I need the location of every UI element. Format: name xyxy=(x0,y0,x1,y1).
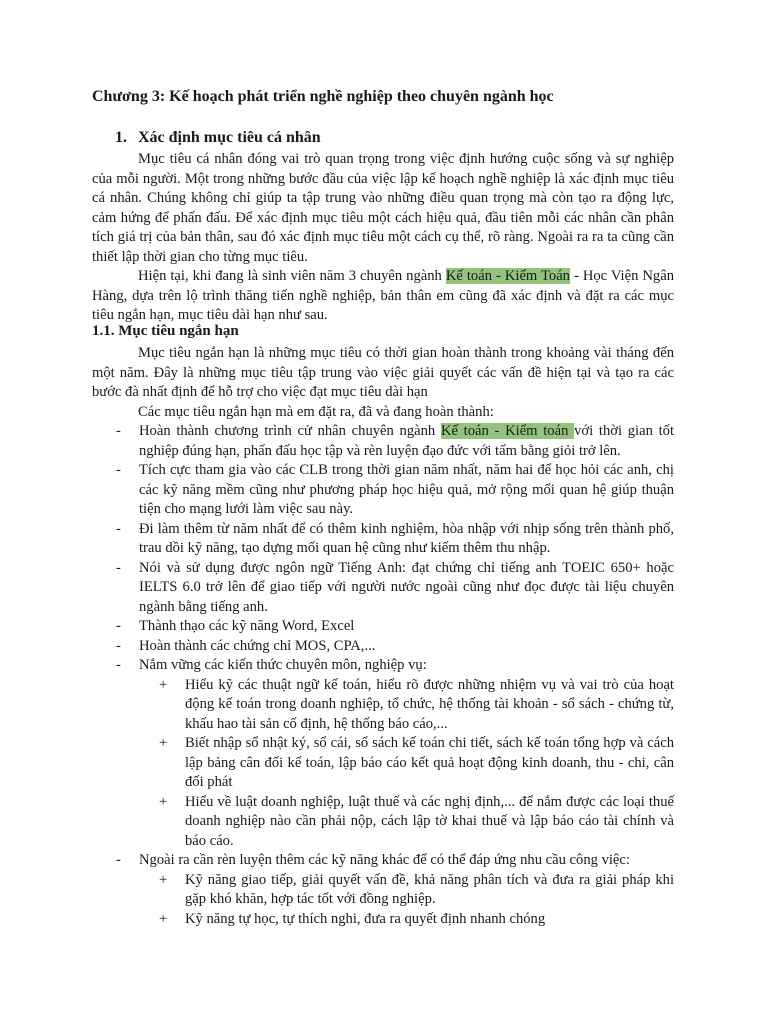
sub-list-item-text: Hiểu về luật doanh nghiệp, luật thuế và các nghị định,... để nắm được các loại thuế doanh nghiệp nào cần phải nộp, cách lập tờ khai thuế và lập báo cáo tài chính và báo cáo. xyxy=(185,793,674,849)
dash-marker: - xyxy=(116,423,121,439)
sub-list-item xyxy=(139,734,674,793)
short-term-goals-list xyxy=(92,422,674,929)
list-item xyxy=(92,461,674,520)
highlighted-major: Kế toán - Kiểm toán xyxy=(440,423,575,439)
sub-list-item xyxy=(139,793,674,852)
list-item-text: Hoàn thành các chứng chỉ MOS, CPA,... xyxy=(139,637,376,654)
section-1-1-paragraph-1: Mục tiêu ngắn hạn là những mục tiêu có thời gian hoàn thành trong khoảng vài tháng đến một năm. Đây là những mục tiêu tập trung vào việc giải quyết các vấn đề hiện tại và tạo ra các bước đà nhất định để hỗ trợ cho việc đạt mục tiêu dài hạn xyxy=(92,345,674,400)
section-1-paragraph-2 xyxy=(92,267,674,326)
section-1-heading xyxy=(115,127,321,149)
sub-list-item-text: Biết nhập sổ nhật ký, sổ cái, sổ sách kế toán chi tiết, sách kế toán tổng hợp và cách lập bảng cân đối kế toán, lập báo cáo kết quả hoạt động kinh doanh, thu - chi, cân đối phát xyxy=(185,735,674,790)
plus-marker: + xyxy=(159,871,168,888)
sub-list-item xyxy=(139,910,674,930)
list-item-text: Ngoài ra cần rèn luyện thêm các kỹ năng khác để có thể đáp ứng nhu cầu công việc: xyxy=(139,852,630,868)
plus-marker: + xyxy=(159,793,168,810)
sub-list-item-text: Kỹ năng giao tiếp, giải quyết vấn đề, khả năng phân tích và đưa ra giải pháp khi gặp khó khăn, hợp tác tốt với đồng nghiệp. xyxy=(185,871,674,907)
sub-list-item-text: Kỹ năng tự học, tự thích nghi, đưa ra quyết định nhanh chóng xyxy=(185,910,546,927)
list-item xyxy=(92,617,674,637)
section-1-body xyxy=(92,150,674,326)
skills-sublist xyxy=(139,871,674,930)
section-1-title: Xác định mục tiêu cá nhân xyxy=(138,129,321,146)
list-item xyxy=(92,851,674,929)
list-item xyxy=(92,422,674,461)
list-item-text: Hoàn thành chương trình cử nhân chuyên ngành xyxy=(139,423,441,439)
plus-marker: + xyxy=(159,910,168,927)
list-item-text: Tích cực tham gia vào các CLB trong thời gian năm nhất, năm hai để học hỏi các anh, chị các kỹ năng mềm cũng như phương pháp học hiệu quả, mở rộng mối quan hệ giúp thuận tiện cho mạng lưới làm việc sau này. xyxy=(139,462,674,517)
paragraph-text: - Học Viện Ngân Hàng, dựa trên lộ trình thăng tiến nghề nghiệp, bản thân em cũng đã xác định và đặt ra các mục tiêu ngắn hạn, mục tiêu dài hạn như sau. xyxy=(92,268,674,323)
plus-marker: + xyxy=(159,676,168,693)
list-item-text: với thời gian tốt nghiệp đúng hạn, phấn đấu học tập và rèn luyện đạo đức với tấm bằng giỏi trở lên. xyxy=(139,423,675,459)
paragraph-text: Hiện tại, khi đang là sinh viên năm 3 chuyên ngành xyxy=(138,268,446,284)
list-item xyxy=(92,520,674,559)
sub-list-item-text: Hiểu kỹ các thuật ngữ kế toán, hiểu rõ được những nhiệm vụ và vai trò của hoạt động kế toán trong doanh nghiệp, tổ chức, hệ thống tài khoản - sổ sách - chứng từ, khấu hao tài sản cố định, hệ thống báo cáo,... xyxy=(185,676,674,732)
dash-marker: - xyxy=(116,852,121,868)
section-1-paragraph-1: Mục tiêu cá nhân đóng vai trò quan trọng trong việc định hướng cuộc sống và sự nghiệp của mỗi người. Một trong những bước đầu của việc lập kế hoạch nghề nghiệp là xác định mục tiêu cá nhân. Chúng không chỉ giúp ta tập trung vào những điều quan trọng mà còn tạo ra động lực, cảm hứng để phấn đấu. Để xác định mục tiêu một cách hiệu quả, đầu tiên mỗi các nhân cần phân tích giá trị của bản thân, sau đó xác định mục tiêu một cách cụ thể, rõ ràng. Ngoài ra ra ta cũng cần thiết lập thời gian cho từng mục tiêu. xyxy=(92,151,674,265)
chapter-title: Chương 3: Kế hoạch phát triển nghề nghiệp theo chuyên ngành học xyxy=(92,88,554,105)
plus-marker: + xyxy=(159,735,168,751)
knowledge-sublist xyxy=(139,676,674,852)
dash-marker: - xyxy=(116,637,121,654)
sub-list-item xyxy=(139,676,674,735)
dash-marker: - xyxy=(116,657,121,673)
section-1-number: 1. xyxy=(115,129,127,146)
section-1-1-body xyxy=(92,344,674,929)
list-item xyxy=(92,559,674,618)
sub-list-item xyxy=(139,871,674,910)
highlighted-major: Kế toán - Kiểm Toán xyxy=(445,268,570,284)
dash-marker: - xyxy=(116,559,121,576)
section-1-1-paragraph-2: Các mục tiêu ngắn hạn mà em đặt ra, đã và đang hoàn thành: xyxy=(138,403,494,420)
dash-marker: - xyxy=(116,520,121,537)
list-item-text: Thành thạo các kỹ năng Word, Excel xyxy=(139,618,355,634)
list-item-text: Nói và sử dụng được ngôn ngữ Tiếng Anh: đạt chứng chỉ tiếng anh TOEIC 650+ hoặc IELTS 6.0 trở lên để giao tiếp với người nước ngoài cũng như đọc được tài liệu chuyên ngành bằng tiếng anh. xyxy=(139,559,674,615)
list-item xyxy=(92,637,674,657)
list-item xyxy=(92,656,674,851)
dash-marker: - xyxy=(116,462,121,478)
list-item-text: Nắm vững các kiến thức chuyên môn, nghiệp vụ: xyxy=(139,657,427,673)
dash-marker: - xyxy=(116,618,121,634)
list-item-text: Đi làm thêm từ năm nhất để có thêm kinh nghiệm, hòa nhập với nhịp sống trên thành phố, trau dồi kỹ năng, tạo dựng mối quan hệ cũng như kiếm thêm thu nhập. xyxy=(139,520,674,556)
section-1-1-heading: 1.1. Mục tiêu ngắn hạn xyxy=(92,323,239,339)
